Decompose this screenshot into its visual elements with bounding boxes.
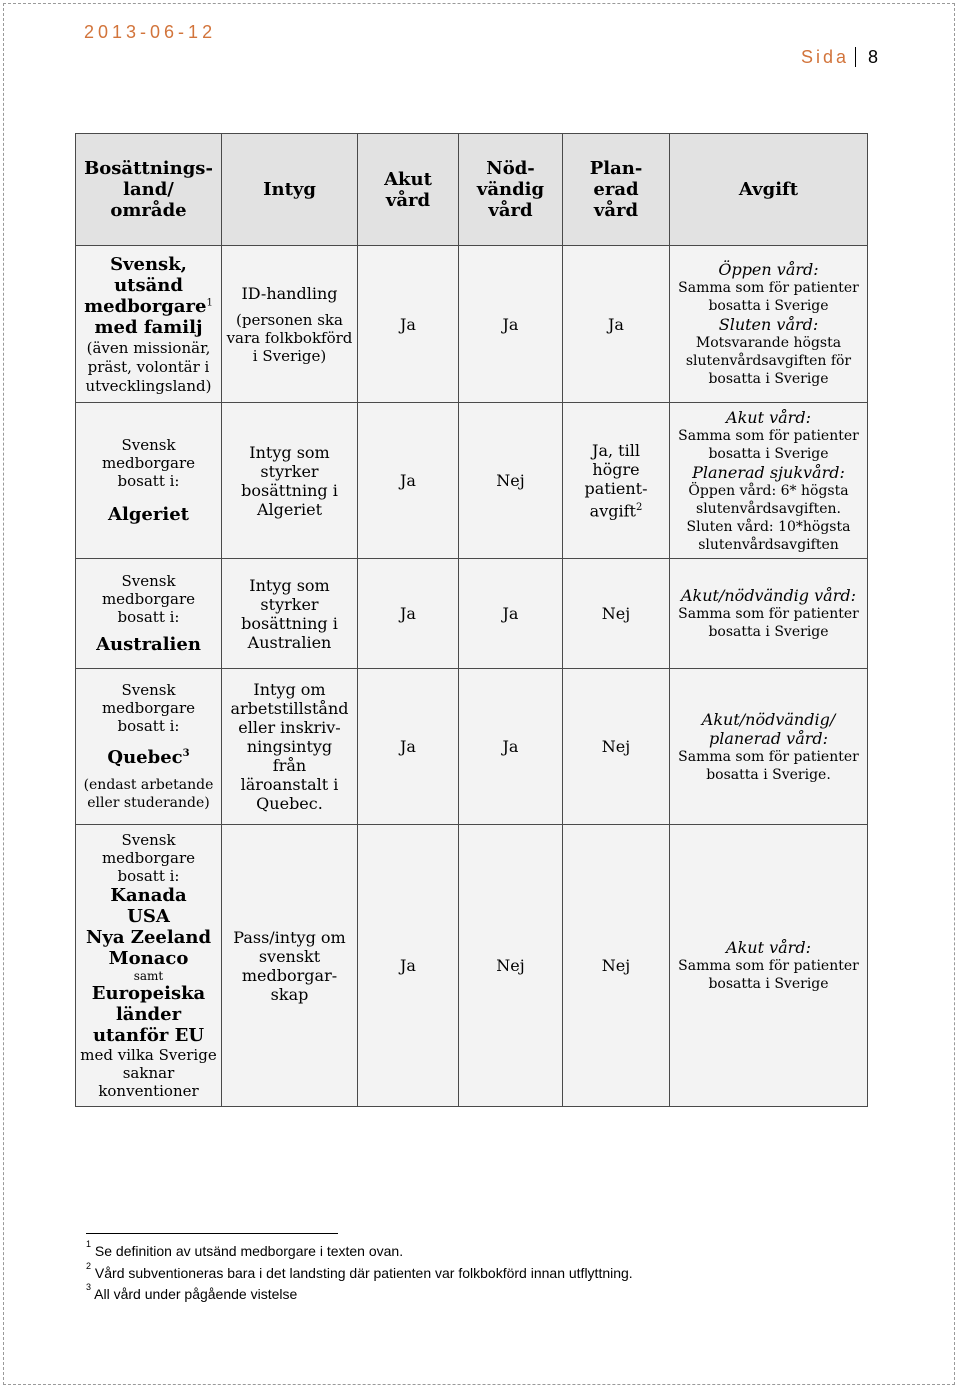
cell-intyg: Intyg som styrker bosättning i Australien [222, 559, 358, 669]
table-row [76, 403, 868, 559]
cell-country: Svensk medborgare bosatt i: Kanada USA Nya Zeeland Monaco samt Europeiska länder utanför EU med vilka Sverige saknar konventioner [76, 825, 222, 1107]
cell-avgift: Akut/nödvändig/ planerad vård: Samma som för patienter bosatta i Sverige. [670, 669, 868, 825]
cell-nodvandig: Ja [459, 669, 563, 825]
cell-planerad: Ja, till högre patient- avgift$^2$ [563, 403, 670, 559]
header-page [801, 47, 878, 68]
table-row [76, 669, 868, 825]
cell-akut: Ja [358, 669, 459, 825]
cell-planerad: Nej [563, 825, 670, 1107]
cell-akut: Ja [358, 825, 459, 1107]
cell-nodvandig: Ja [459, 246, 563, 403]
cell-country: Svensk medborgare bosatt i: Australien [76, 559, 222, 669]
table-row [76, 825, 868, 1107]
col-header-country: Bosättnings- land/ område [76, 134, 222, 246]
cell-planerad: Nej [563, 669, 670, 825]
cell-nodvandig: Nej [459, 403, 563, 559]
cell-intyg: Intyg om arbetstillstånd eller inskriv- ningsintyg från läroanstalt i Quebec. [222, 669, 358, 825]
cell-nodvandig: Nej [459, 825, 563, 1107]
cell-avgift: Akut vård: Samma som för patienter bosatta i Sverige [670, 825, 868, 1107]
cell-country: Svensk, utsänd medborgare$^1$ med familj (även missionär, präst, volontär i utvecklingsland) [76, 246, 222, 403]
table-row [76, 246, 868, 403]
cell-avgift: Akut/nödvändig vård: Samma som för patienter bosatta i Sverige [670, 559, 868, 669]
coverage-table [75, 133, 868, 1107]
header-date: 2013-06-12 [84, 22, 217, 42]
cell-intyg: ID-handling (personen ska vara folkbokförd i Sverige) [222, 246, 358, 403]
col-header-akut: Akut vård [358, 134, 459, 246]
footnote-separator [86, 1233, 338, 1234]
cell-country: Svensk medborgare bosatt i: Algeriet [76, 403, 222, 559]
cell-akut: Ja [358, 403, 459, 559]
cell-planerad: Nej [563, 559, 670, 669]
col-header-intyg: Intyg [222, 134, 358, 246]
cell-planerad: Ja [563, 246, 670, 403]
cell-akut: Ja [358, 246, 459, 403]
cell-avgift: Akut vård: Samma som för patienter bosatta i Sverige Planerad sjukvård: Öppen vård: 6* högsta slutenvårdsavgiften. Sluten vård: 10*högsta slutenvårdsavgiften [670, 403, 868, 559]
col-header-avgift: Avgift [670, 134, 868, 246]
table-row [76, 559, 868, 669]
page-label: Sida [800, 47, 849, 67]
cell-nodvandig: Ja [459, 559, 563, 669]
col-header-planerad: Plan- erad vård [563, 134, 670, 246]
cell-country: Svensk medborgare bosatt i: Quebec$^3$ (endast arbetande eller studerande) [76, 669, 222, 825]
footnote-3: $^3$ All vård under pågående vistelse [86, 1282, 298, 1302]
page-number: 8 [855, 47, 878, 67]
table-header-row [76, 134, 868, 246]
cell-akut: Ja [358, 559, 459, 669]
footnote-1: $^1$ Se definition av utsänd medborgare i texten ovan. [86, 1239, 404, 1259]
cell-avgift: Öppen vård: Samma som för patienter bosatta i Sverige Sluten vård: Motsvarande högsta slutenvårdsavgiften för bosatta i Sverige [670, 246, 868, 403]
col-header-nodvandig: Nöd- vändig vård [459, 134, 563, 246]
footnote-2: $^2$ Vård subventioneras bara i det landsting där patienten var folkbokförd innan utflyttning. [86, 1261, 633, 1281]
cell-intyg: Pass/intyg om svenskt medborgar- skap [222, 825, 358, 1107]
cell-intyg: Intyg som styrker bosättning i Algeriet [222, 403, 358, 559]
